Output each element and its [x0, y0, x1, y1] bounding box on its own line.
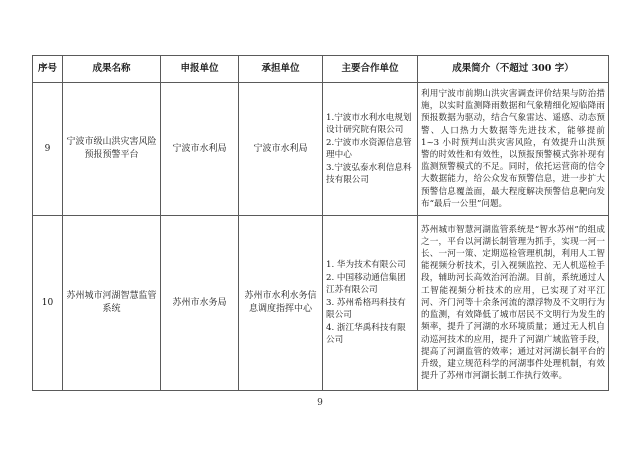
cell-declare-unit: 苏州市水务局: [161, 216, 239, 391]
partner-item: 1. 华为技术有限公司: [326, 260, 406, 271]
partner-item: 4. 浙江华禹科技有限公司: [326, 322, 406, 346]
col-header-undertake-unit: 承担单位: [239, 56, 323, 83]
col-header-declare-unit: 申报单位: [161, 56, 239, 83]
partner-item: 3.宁波弘泰水利信息科技有限公司: [326, 162, 412, 185]
cell-result-name: 苏州城市河湖智慧监管系统: [63, 216, 161, 391]
cell-undertake-unit: 苏州市水利水务信息调度指挥中心: [239, 216, 323, 391]
table-row: [33, 216, 609, 391]
page-number: 9: [317, 398, 323, 408]
cell-result-name: 宁波市级山洪灾害风险预报预警平台: [63, 83, 161, 216]
partner-item: 1.宁波市水利水电规划设计研究院有限公司: [326, 112, 412, 135]
cell-index: 10: [33, 216, 63, 391]
cell-partners: [323, 216, 418, 391]
table-row: [33, 83, 609, 216]
partner-item: 2. 中国移动通信集团江苏有限公司: [326, 272, 406, 296]
cell-index: 9: [33, 83, 63, 216]
col-header-summary: 成果简介（不超过 300 字）: [418, 56, 609, 83]
col-header-name: 成果名称: [63, 56, 161, 83]
header-row: [33, 56, 609, 83]
partner-item: 2.宁波市水资源信息管理中心: [326, 137, 412, 160]
col-header-index: 序号: [33, 56, 63, 83]
col-header-partners: 主要合作单位: [323, 56, 418, 83]
cell-partners: [323, 83, 418, 216]
cell-declare-unit: 宁波市水利局: [161, 83, 239, 216]
cell-summary: 苏州城市智慧河湖监管系统是“智水苏州”的组成之一，平台以河湖长制管理为抓手，实现一河一长、一河一策、定期巡检管理机制，利用人工智能视频分析技术，引入视频监控、无人机巡检手段，辅助河长高效治河治湖。目前，系统通过人工智能视频分析技术的应用，已实现了对平江河、齐门河等十余条河流的漂浮物及不文明行为的监测，有效降低了城市居民不文明行为发生的频率，提升了河湖的水环境质量；通过无人机自动巡河技术的应用，提升了河湖广域监管手段，提高了河湖监管的效率；通过对河湖长制平台的升级，建立规范科学的河湖事件处理机制，有效提升了苏州市河湖长制工作执行效率。: [418, 216, 609, 391]
cell-summary: 利用宁波市前期山洪灾害调查评价结果与防治措施，以实时监测降雨数据和气象精细化短临降雨预报数据为驱动，结合气象雷达、遥感、动态预警、人口热力大数据等先进技术，能够提前 1~3 小时预判山洪灾害风险，有效提升山洪预警的时效性和有效性，以预报预警模式弥补现有监测预警模式的不足。同时，依托运营商的信令大数据能力，给公众发布预警信息，进一步扩大预警信息覆盖面，最大程度解决预警信息靶向发布“最后一公里”问题。: [418, 83, 609, 216]
partner-item: 3. 苏州希格玛科技有限公司: [326, 297, 406, 321]
cell-undertake-unit: 宁波市水利局: [239, 83, 323, 216]
results-table: [32, 55, 609, 391]
